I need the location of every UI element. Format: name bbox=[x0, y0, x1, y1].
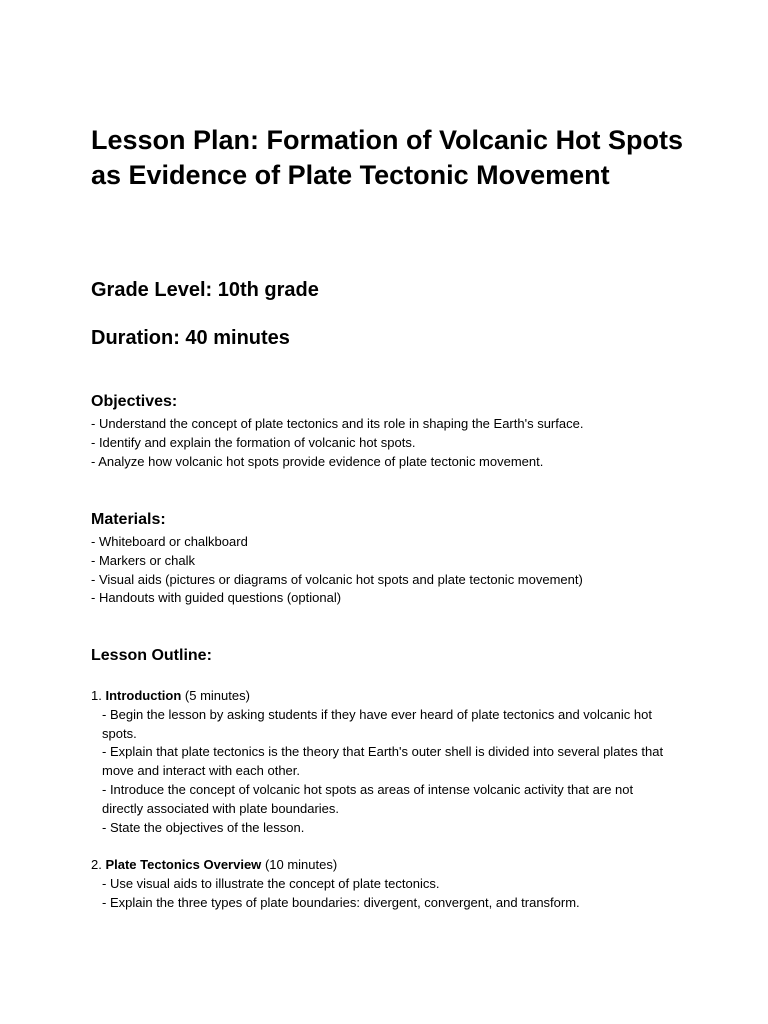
list-item: - Handouts with guided questions (optional) bbox=[91, 590, 342, 606]
materials-list bbox=[91, 533, 691, 608]
list-item: - Explain that plate tectonics is the theory that Earth's outer shell is divided into several plates that move and interact with each other. bbox=[102, 744, 664, 779]
list-item: - Identify and explain the formation of volcanic hot spots. bbox=[91, 434, 416, 450]
section-number: 2. bbox=[91, 857, 102, 872]
grade-level-heading: Grade Level: 10th grade bbox=[91, 279, 319, 301]
list-item: - Understand the concept of plate tectonics and its role in shaping the Earth's surface. bbox=[91, 416, 584, 431]
materials-heading: Materials: bbox=[91, 511, 166, 528]
duration-heading: Duration: 40 minutes bbox=[91, 327, 290, 349]
objectives-heading: Objectives: bbox=[91, 393, 178, 410]
lesson-outline-heading: Lesson Outline: bbox=[91, 647, 212, 664]
list-item: - Begin the lesson by asking students if they have ever heard of plate tectonics and volcanic hot spots. bbox=[102, 706, 652, 741]
list-item: - Explain the three types of plate boundaries: divergent, convergent, and transform. bbox=[102, 894, 580, 910]
section-header bbox=[91, 687, 675, 706]
document-title: Lesson Plan: Formation of Volcanic Hot Spots as Evidence of Plate Tectonic Movement bbox=[91, 125, 684, 190]
list-item: - Visual aids (pictures or diagrams of volcanic hot spots and plate tectonic movement) bbox=[91, 571, 583, 587]
list-item: - Use visual aids to illustrate the concept of plate tectonics. bbox=[102, 875, 440, 891]
list-item: - State the objectives of the lesson. bbox=[102, 819, 305, 835]
section-time: (10 minutes) bbox=[264, 857, 338, 872]
objectives-list bbox=[91, 415, 691, 471]
section-header bbox=[91, 856, 675, 875]
section-name: Introduction bbox=[105, 688, 182, 703]
list-item: - Whiteboard or chalkboard bbox=[91, 534, 248, 549]
section-number: 1. bbox=[91, 688, 102, 703]
outline-section-introduction bbox=[91, 687, 675, 837]
outline-section-plate-tectonics bbox=[91, 856, 675, 912]
list-item: - Introduce the concept of volcanic hot spots as areas of intense volcanic activity that are not directly associated with plate boundaries. bbox=[102, 781, 634, 816]
list-item: - Analyze how volcanic hot spots provide evidence of plate tectonic movement. bbox=[91, 453, 544, 469]
section-time: (5 minutes) bbox=[184, 688, 250, 703]
section-name: Plate Tectonics Overview bbox=[105, 857, 262, 872]
list-item: - Markers or chalk bbox=[91, 552, 196, 568]
